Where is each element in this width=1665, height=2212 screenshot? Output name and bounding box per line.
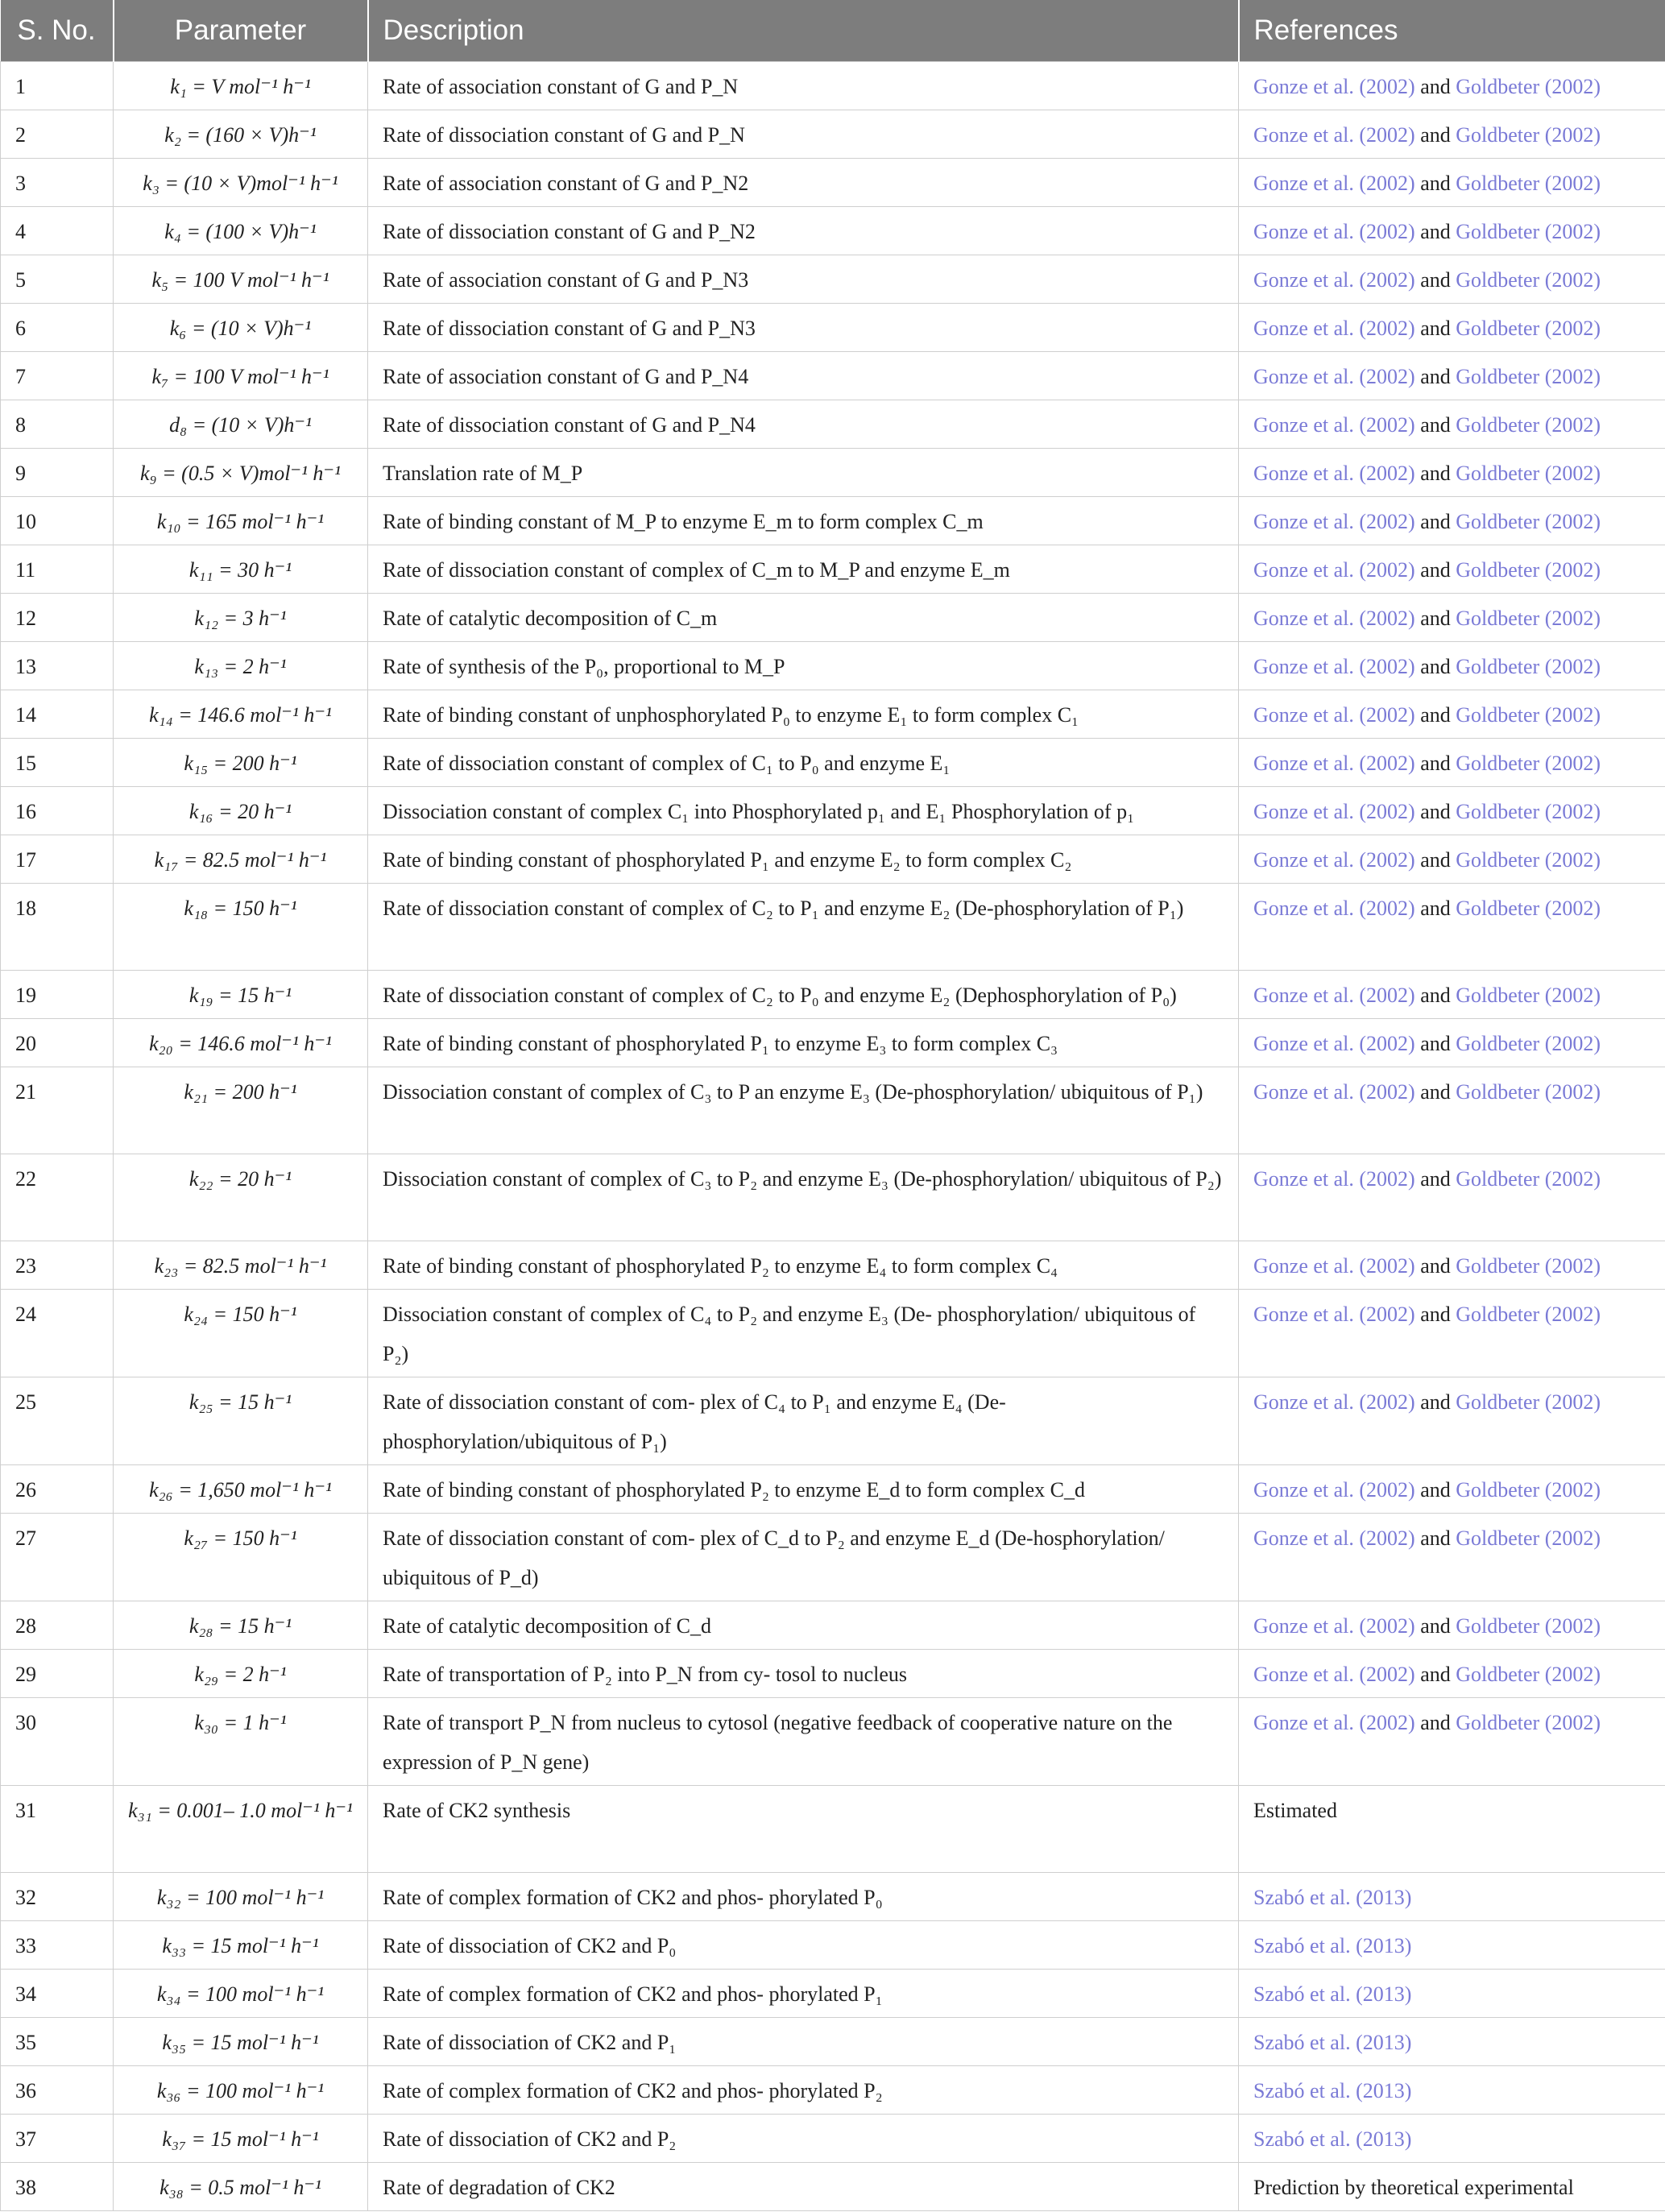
table-row: [1, 970, 1665, 1018]
reference-joiner: and: [1414, 122, 1456, 147]
reference-link[interactable]: Goldbeter (2002): [1456, 122, 1601, 147]
table-row: [1, 110, 1665, 158]
reference-link[interactable]: Goldbeter (2002): [1456, 1526, 1601, 1550]
reference-link[interactable]: Goldbeter (2002): [1456, 1390, 1601, 1414]
row-number: 21: [1, 1067, 114, 1154]
description: Rate of dissociation constant of G and P_N2: [368, 206, 1239, 255]
description: Rate of dissociation constant of G and P_N: [368, 110, 1239, 158]
references: [1239, 1785, 1665, 1872]
description: Rate of binding constant of phosphorylated P₁ and enzyme E₂ to form complex C₂: [368, 835, 1239, 883]
reference-joiner: and: [1414, 1477, 1456, 1502]
row-number: 33: [1, 1920, 114, 1969]
parameter-value: k₃₄ = 100 mol⁻¹ h⁻¹: [114, 1969, 368, 2017]
references: [1239, 738, 1665, 786]
reference-link[interactable]: Goldbeter (2002): [1456, 219, 1601, 243]
references: [1239, 2017, 1665, 2065]
references: [1239, 496, 1665, 545]
parameter-value: k₆ = (10 × V)h⁻¹: [114, 303, 368, 351]
parameter-value: k₁₃ = 2 h⁻¹: [114, 641, 368, 690]
reference-link[interactable]: Goldbeter (2002): [1456, 799, 1601, 823]
reference-link[interactable]: Gonze et al. (2002): [1253, 654, 1415, 678]
reference-joiner: and: [1414, 847, 1456, 872]
references: [1239, 1969, 1665, 2017]
parameter-value: k₇ = 100 V mol⁻¹ h⁻¹: [114, 351, 368, 400]
parameter-value: k₂₇ = 150 h⁻¹: [114, 1513, 368, 1601]
reference-link[interactable]: Gonze et al. (2002): [1253, 1613, 1415, 1638]
parameter-value: k₃₁ = 0.001– 1.0 mol⁻¹ h⁻¹: [114, 1785, 368, 1872]
parameter-value: k₁₁ = 30 h⁻¹: [114, 545, 368, 593]
reference-link[interactable]: Gonze et al. (2002): [1253, 1526, 1415, 1550]
references: [1239, 448, 1665, 496]
reference-link[interactable]: Gonze et al. (2002): [1253, 461, 1415, 485]
reference-link[interactable]: Goldbeter (2002): [1456, 267, 1601, 292]
description: Dissociation constant of complex of C₃ to P an enzyme E₃ (De-phosphorylation/ ubiquitous of P₁): [368, 1067, 1239, 1154]
row-number: 26: [1, 1464, 114, 1513]
header-parameter: Parameter: [114, 0, 368, 61]
reference-joiner: and: [1414, 364, 1456, 388]
reference-link[interactable]: Goldbeter (2002): [1456, 1613, 1601, 1638]
reference-link[interactable]: Goldbeter (2002): [1456, 1166, 1601, 1191]
reference-link[interactable]: Gonze et al. (2002): [1253, 267, 1415, 292]
references: [1239, 1920, 1665, 1969]
reference-link[interactable]: Gonze et al. (2002): [1253, 1477, 1415, 1502]
parameter-value: k₃₀ = 1 h⁻¹: [114, 1697, 368, 1785]
reference-link[interactable]: Goldbeter (2002): [1456, 412, 1601, 437]
reference-link[interactable]: Gonze et al. (2002): [1253, 364, 1415, 388]
reference-link[interactable]: Szabó et al. (2013): [1253, 1933, 1412, 1957]
parameter-value: d₈ = (10 × V)h⁻¹: [114, 400, 368, 448]
description: Dissociation constant of complex of C₃ to P₂ and enzyme E₃ (De-phosphorylation/ ubiquitous of P₂): [368, 1154, 1239, 1241]
description: Rate of association constant of G and P_N2: [368, 158, 1239, 206]
reference-link[interactable]: Gonze et al. (2002): [1253, 122, 1415, 147]
reference-link[interactable]: Szabó et al. (2013): [1253, 1885, 1412, 1909]
reference-link[interactable]: Goldbeter (2002): [1456, 1710, 1601, 1734]
table-row: [1, 496, 1665, 545]
description: Rate of dissociation constant of com- plex of C₄ to P₁ and enzyme E₄ (De- phosphorylation/ubiquitous of P₁): [368, 1377, 1239, 1464]
parameter-value: k₃₃ = 15 mol⁻¹ h⁻¹: [114, 1920, 368, 1969]
reference-link[interactable]: Gonze et al. (2002): [1253, 799, 1415, 823]
parameter-value: k₃₈ = 0.5 mol⁻¹ h⁻¹: [114, 2162, 368, 2210]
reference-link[interactable]: Goldbeter (2002): [1456, 509, 1601, 533]
row-number: 35: [1, 2017, 114, 2065]
reference-link[interactable]: Gonze et al. (2002): [1253, 1031, 1415, 1055]
table-row: [1, 1018, 1665, 1067]
references: [1239, 641, 1665, 690]
description: Rate of transportation of P₂ into P_N from cy- tosol to nucleus: [368, 1649, 1239, 1697]
references: [1239, 1601, 1665, 1649]
references: [1239, 593, 1665, 641]
reference-link[interactable]: Gonze et al. (2002): [1253, 1302, 1415, 1326]
reference-joiner: and: [1414, 702, 1456, 727]
references: [1239, 1289, 1665, 1377]
row-number: 17: [1, 835, 114, 883]
description: Rate of transport P_N from nucleus to cytosol (negative feedback of cooperative nature on the expression of P_N gene): [368, 1697, 1239, 1785]
row-number: 1: [1, 61, 114, 110]
reference-link[interactable]: Gonze et al. (2002): [1253, 509, 1415, 533]
parameter-value: k₂₁ = 200 h⁻¹: [114, 1067, 368, 1154]
reference-link[interactable]: Gonze et al. (2002): [1253, 751, 1415, 775]
reference-link[interactable]: Goldbeter (2002): [1456, 316, 1601, 340]
description: Rate of binding constant of phosphorylated P₂ to enzyme E₄ to form complex C₄: [368, 1241, 1239, 1289]
parameter-value: k₂₈ = 15 h⁻¹: [114, 1601, 368, 1649]
reference-link[interactable]: Goldbeter (2002): [1456, 74, 1601, 98]
references: [1239, 1377, 1665, 1464]
reference-joiner: and: [1414, 896, 1456, 920]
reference-link[interactable]: Gonze et al. (2002): [1253, 896, 1415, 920]
table-row: [1, 1920, 1665, 1969]
table-row: [1, 1067, 1665, 1154]
table-row: [1, 2017, 1665, 2065]
table-row: [1, 641, 1665, 690]
references: [1239, 883, 1665, 970]
reference-joiner: and: [1414, 1253, 1456, 1278]
table-row: [1, 1377, 1665, 1464]
references: [1239, 1464, 1665, 1513]
table-row: [1, 351, 1665, 400]
reference-joiner: and: [1414, 1166, 1456, 1191]
reference-link[interactable]: Gonze et al. (2002): [1253, 983, 1415, 1007]
references: [1239, 2162, 1665, 2210]
references: [1239, 970, 1665, 1018]
description: Translation rate of M_P: [368, 448, 1239, 496]
table-row: [1, 2114, 1665, 2162]
description: Rate of association constant of G and P_N3: [368, 255, 1239, 303]
reference-joiner: and: [1414, 799, 1456, 823]
reference-joiner: and: [1414, 509, 1456, 533]
references: [1239, 61, 1665, 110]
parameter-value: k₂₀ = 146.6 mol⁻¹ h⁻¹: [114, 1018, 368, 1067]
header-sno: S. No.: [1, 0, 114, 61]
references: [1239, 303, 1665, 351]
reference-joiner: and: [1414, 412, 1456, 437]
description: Rate of dissociation of CK2 and P₀: [368, 1920, 1239, 1969]
description: Dissociation constant of complex of C₄ to P₂ and enzyme E₃ (De- phosphorylation/ ubiquitous of P₂): [368, 1289, 1239, 1377]
parameter-value: k₁₈ = 150 h⁻¹: [114, 883, 368, 970]
reference-link[interactable]: Goldbeter (2002): [1456, 557, 1601, 582]
reference-joiner: and: [1414, 1710, 1456, 1734]
reference-joiner: and: [1414, 1302, 1456, 1326]
parameter-value: k₂₂ = 20 h⁻¹: [114, 1154, 368, 1241]
parameter-value: k₁₀ = 165 mol⁻¹ h⁻¹: [114, 496, 368, 545]
reference-joiner: and: [1414, 267, 1456, 292]
table-row: [1, 1697, 1665, 1785]
row-number: 36: [1, 2065, 114, 2114]
reference-link[interactable]: Gonze et al. (2002): [1253, 557, 1415, 582]
description: Rate of binding constant of M_P to enzyme E_m to form complex C_m: [368, 496, 1239, 545]
description: Rate of association constant of G and P_N: [368, 61, 1239, 110]
parameter-value: k₂₅ = 15 h⁻¹: [114, 1377, 368, 1464]
reference-link[interactable]: Gonze et al. (2002): [1253, 316, 1415, 340]
description: Rate of binding constant of unphosphorylated P₀ to enzyme E₁ to form complex C₁: [368, 690, 1239, 738]
table-row: [1, 1969, 1665, 2017]
table-row: [1, 206, 1665, 255]
reference-link[interactable]: Goldbeter (2002): [1456, 364, 1601, 388]
row-number: 38: [1, 2162, 114, 2210]
parameter-value: k₁₅ = 200 h⁻¹: [114, 738, 368, 786]
description: Rate of catalytic decomposition of C_d: [368, 1601, 1239, 1649]
reference-link[interactable]: Gonze et al. (2002): [1253, 412, 1415, 437]
description: Rate of binding constant of phosphorylated P₂ to enzyme E_d to form complex C_d: [368, 1464, 1239, 1513]
reference-link[interactable]: Szabó et al. (2013): [1253, 1982, 1412, 2006]
parameter-value: k₁₇ = 82.5 mol⁻¹ h⁻¹: [114, 835, 368, 883]
description: Rate of complex formation of CK2 and phos- phorylated P₂: [368, 2065, 1239, 2114]
reference-link[interactable]: Goldbeter (2002): [1456, 983, 1601, 1007]
row-number: 2: [1, 110, 114, 158]
parameter-value: k₃₅ = 15 mol⁻¹ h⁻¹: [114, 2017, 368, 2065]
reference-joiner: and: [1414, 1613, 1456, 1638]
row-number: 22: [1, 1154, 114, 1241]
row-number: 14: [1, 690, 114, 738]
row-number: 8: [1, 400, 114, 448]
reference-link[interactable]: Gonze et al. (2002): [1253, 171, 1415, 195]
references: [1239, 206, 1665, 255]
table-row: [1, 690, 1665, 738]
reference-link[interactable]: Goldbeter (2002): [1456, 1031, 1601, 1055]
parameter-value: k₂₄ = 150 h⁻¹: [114, 1289, 368, 1377]
reference-link[interactable]: Goldbeter (2002): [1456, 751, 1601, 775]
row-number: 29: [1, 1649, 114, 1697]
reference-link[interactable]: Gonze et al. (2002): [1253, 1662, 1415, 1686]
description: Rate of dissociation of CK2 and P₂: [368, 2114, 1239, 2162]
reference-link[interactable]: Goldbeter (2002): [1456, 896, 1601, 920]
table-row: [1, 1154, 1665, 1241]
row-number: 25: [1, 1377, 114, 1464]
row-number: 20: [1, 1018, 114, 1067]
reference-link[interactable]: Goldbeter (2002): [1456, 1477, 1601, 1502]
reference-link[interactable]: Gonze et al. (2002): [1253, 1079, 1415, 1104]
row-number: 28: [1, 1601, 114, 1649]
references: [1239, 1649, 1665, 1697]
description: Rate of degradation of CK2: [368, 2162, 1239, 2210]
description: Rate of dissociation constant of complex of C₂ to P₁ and enzyme E₂ (De-phosphorylation of P₁): [368, 883, 1239, 970]
references: [1239, 1513, 1665, 1601]
references: [1239, 1697, 1665, 1785]
reference-joiner: and: [1414, 1662, 1456, 1686]
description: Rate of catalytic decomposition of C_m: [368, 593, 1239, 641]
parameter-value: k₃₆ = 100 mol⁻¹ h⁻¹: [114, 2065, 368, 2114]
parameter-value: k₁₆ = 20 h⁻¹: [114, 786, 368, 835]
table-row: [1, 400, 1665, 448]
description: Rate of dissociation constant of complex of C₁ to P₀ and enzyme E₁: [368, 738, 1239, 786]
row-number: 11: [1, 545, 114, 593]
reference-joiner: and: [1414, 983, 1456, 1007]
reference-link[interactable]: Szabó et al. (2013): [1253, 2127, 1412, 2151]
parameter-value: k₂ = (160 × V)h⁻¹: [114, 110, 368, 158]
row-number: 16: [1, 786, 114, 835]
row-number: 15: [1, 738, 114, 786]
reference-link[interactable]: Gonze et al. (2002): [1253, 702, 1415, 727]
reference-joiner: and: [1414, 1079, 1456, 1104]
parameter-value: k₁ = V mol⁻¹ h⁻¹: [114, 61, 368, 110]
table-body: [1, 61, 1665, 2210]
references: [1239, 835, 1665, 883]
description: Rate of association constant of G and P_N4: [368, 351, 1239, 400]
reference-link[interactable]: Goldbeter (2002): [1456, 1302, 1601, 1326]
description: Rate of dissociation constant of complex of C₂ to P₀ and enzyme E₂ (Dephosphorylation of P₀): [368, 970, 1239, 1018]
row-number: 18: [1, 883, 114, 970]
references: [1239, 255, 1665, 303]
reference-link[interactable]: Goldbeter (2002): [1456, 1079, 1601, 1104]
table-row: [1, 158, 1665, 206]
reference-link[interactable]: Gonze et al. (2002): [1253, 847, 1415, 872]
description: Rate of dissociation constant of G and P_N4: [368, 400, 1239, 448]
reference-joiner: and: [1414, 751, 1456, 775]
table-row: [1, 448, 1665, 496]
references: [1239, 2065, 1665, 2114]
row-number: 5: [1, 255, 114, 303]
table-row: [1, 61, 1665, 110]
references: [1239, 1067, 1665, 1154]
parameter-value: k₁₂ = 3 h⁻¹: [114, 593, 368, 641]
description: Rate of dissociation constant of com- plex of C_d to P₂ and enzyme E_d (De-hosphorylation/ ubiquitous of P_d): [368, 1513, 1239, 1601]
table-row: [1, 1872, 1665, 1920]
reference-text: Prediction by theoretical experimental: [1253, 2175, 1574, 2199]
row-number: 3: [1, 158, 114, 206]
reference-joiner: and: [1414, 1526, 1456, 1550]
table-row: [1, 593, 1665, 641]
parameter-value: k₂₆ = 1,650 mol⁻¹ h⁻¹: [114, 1464, 368, 1513]
row-number: 30: [1, 1697, 114, 1785]
references: [1239, 1241, 1665, 1289]
description: Rate of dissociation of CK2 and P₁: [368, 2017, 1239, 2065]
table-row: [1, 1289, 1665, 1377]
references: [1239, 786, 1665, 835]
parameter-value: k₅ = 100 V mol⁻¹ h⁻¹: [114, 255, 368, 303]
reference-text: Estimated: [1253, 1798, 1337, 1822]
reference-joiner: and: [1414, 461, 1456, 485]
parameter-value: k₃ = (10 × V)mol⁻¹ h⁻¹: [114, 158, 368, 206]
references: [1239, 158, 1665, 206]
row-number: 6: [1, 303, 114, 351]
header-references: References: [1253, 14, 1398, 46]
reference-link[interactable]: Gonze et al. (2002): [1253, 606, 1415, 630]
reference-link[interactable]: Gonze et al. (2002): [1253, 74, 1415, 98]
references: [1239, 1018, 1665, 1067]
row-number: 9: [1, 448, 114, 496]
description: Rate of synthesis of the P₀, proportional to M_P: [368, 641, 1239, 690]
parameter-value: k₂₉ = 2 h⁻¹: [114, 1649, 368, 1697]
table-row: [1, 2065, 1665, 2114]
reference-link[interactable]: Gonze et al. (2002): [1253, 219, 1415, 243]
parameter-value: k₄ = (100 × V)h⁻¹: [114, 206, 368, 255]
reference-link[interactable]: Goldbeter (2002): [1456, 847, 1601, 872]
description: Rate of complex formation of CK2 and phos- phorylated P₀: [368, 1872, 1239, 1920]
table-row: [1, 303, 1665, 351]
reference-joiner: and: [1414, 557, 1456, 582]
reference-link[interactable]: Gonze et al. (2002): [1253, 1390, 1415, 1414]
description: Rate of binding constant of phosphorylated P₁ to enzyme E₃ to form complex C₃: [368, 1018, 1239, 1067]
row-number: 24: [1, 1289, 114, 1377]
row-number: 23: [1, 1241, 114, 1289]
row-number: 13: [1, 641, 114, 690]
reference-joiner: and: [1414, 654, 1456, 678]
table-header-row: [1, 0, 1665, 61]
row-number: 12: [1, 593, 114, 641]
reference-joiner: and: [1414, 1390, 1456, 1414]
reference-link[interactable]: Goldbeter (2002): [1456, 461, 1601, 485]
row-number: 32: [1, 1872, 114, 1920]
reference-link[interactable]: Szabó et al. (2013): [1253, 2078, 1412, 2102]
table-row: [1, 835, 1665, 883]
parameter-value: k₃₇ = 15 mol⁻¹ h⁻¹: [114, 2114, 368, 2162]
table-row: [1, 786, 1665, 835]
description: Dissociation constant of complex C₁ into Phosphorylated p₁ and E₁ Phosphorylation of p₁: [368, 786, 1239, 835]
references: [1239, 690, 1665, 738]
table-row: [1, 2162, 1665, 2210]
reference-link[interactable]: Szabó et al. (2013): [1253, 2030, 1412, 2054]
parameter-value: k₃₂ = 100 mol⁻¹ h⁻¹: [114, 1872, 368, 1920]
reference-link[interactable]: Goldbeter (2002): [1456, 1253, 1601, 1278]
references: [1239, 2114, 1665, 2162]
row-number: 27: [1, 1513, 114, 1601]
references: [1239, 110, 1665, 158]
references: [1239, 1872, 1665, 1920]
row-number: 34: [1, 1969, 114, 2017]
reference-joiner: and: [1414, 606, 1456, 630]
row-number: 19: [1, 970, 114, 1018]
parameter-value: k₁₉ = 15 h⁻¹: [114, 970, 368, 1018]
table-row: [1, 883, 1665, 970]
references: [1239, 1154, 1665, 1241]
reference-link[interactable]: Gonze et al. (2002): [1253, 1253, 1415, 1278]
reference-joiner: and: [1414, 74, 1456, 98]
table-row: [1, 1649, 1665, 1697]
reference-link[interactable]: Goldbeter (2002): [1456, 702, 1601, 727]
reference-joiner: and: [1414, 171, 1456, 195]
description: Rate of complex formation of CK2 and phos- phorylated P₁: [368, 1969, 1239, 2017]
description: Rate of CK2 synthesis: [368, 1785, 1239, 1872]
references: [1239, 400, 1665, 448]
table-row: [1, 1513, 1665, 1601]
table-row: [1, 545, 1665, 593]
reference-link[interactable]: Goldbeter (2002): [1456, 654, 1601, 678]
table-row: [1, 1601, 1665, 1649]
reference-link[interactable]: Gonze et al. (2002): [1253, 1710, 1415, 1734]
reference-joiner: and: [1414, 1031, 1456, 1055]
reference-link[interactable]: Goldbeter (2002): [1456, 1662, 1601, 1686]
reference-joiner: and: [1414, 316, 1456, 340]
parameter-value: k₂₃ = 82.5 mol⁻¹ h⁻¹: [114, 1241, 368, 1289]
row-number: 31: [1, 1785, 114, 1872]
row-number: 7: [1, 351, 114, 400]
header-description: Description: [368, 0, 1239, 61]
reference-link[interactable]: Goldbeter (2002): [1456, 606, 1601, 630]
table-row: [1, 1464, 1665, 1513]
table-row: [1, 738, 1665, 786]
row-number: 4: [1, 206, 114, 255]
reference-link[interactable]: Gonze et al. (2002): [1253, 1166, 1415, 1191]
row-number: 37: [1, 2114, 114, 2162]
table-row: [1, 1785, 1665, 1872]
description: Rate of dissociation constant of G and P_N3: [368, 303, 1239, 351]
table-row: [1, 255, 1665, 303]
references: [1239, 545, 1665, 593]
reference-link[interactable]: Goldbeter (2002): [1456, 171, 1601, 195]
row-number: 10: [1, 496, 114, 545]
references: [1239, 351, 1665, 400]
table-row: [1, 1241, 1665, 1289]
description: Rate of dissociation constant of complex of C_m to M_P and enzyme E_m: [368, 545, 1239, 593]
parameter-value: k₉ = (0.5 × V)mol⁻¹ h⁻¹: [114, 448, 368, 496]
parameter-value: k₁₄ = 146.6 mol⁻¹ h⁻¹: [114, 690, 368, 738]
reference-joiner: and: [1414, 219, 1456, 243]
